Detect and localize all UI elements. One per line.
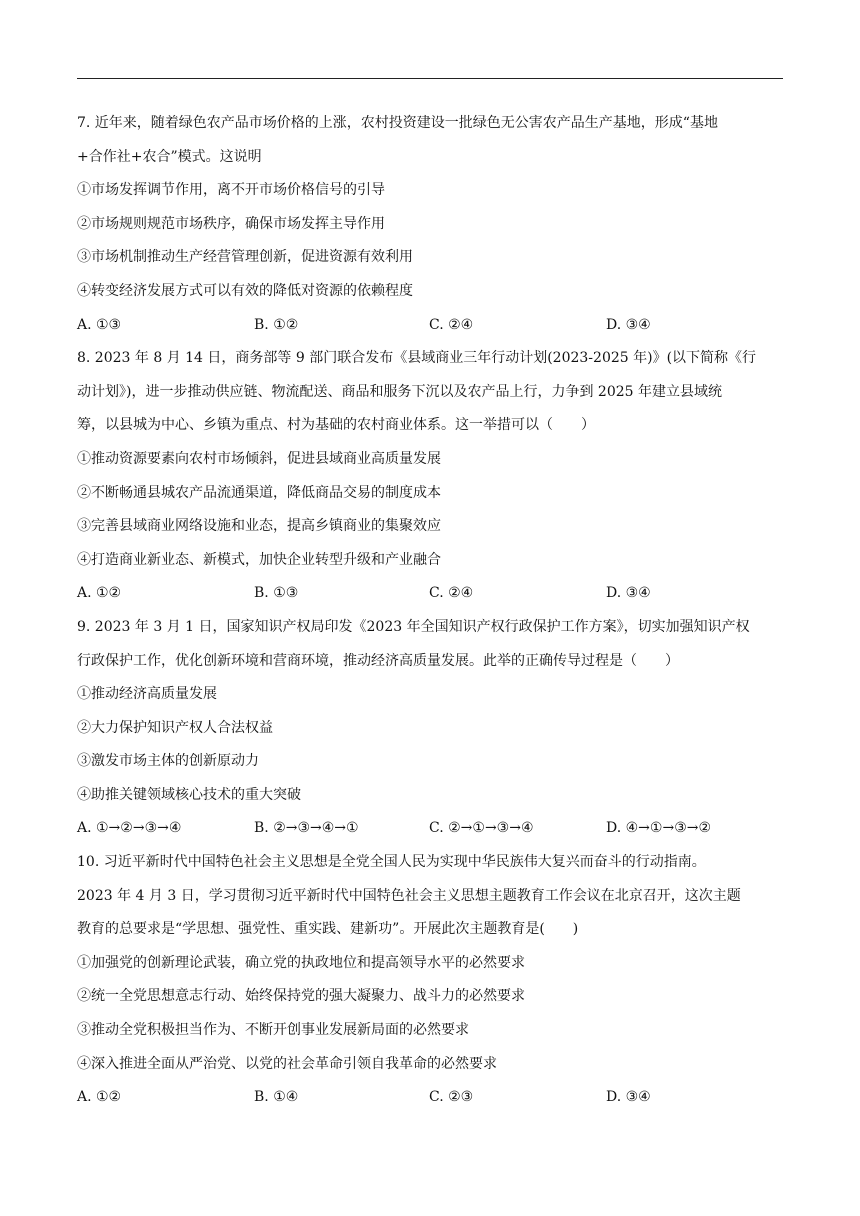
statement-4: ④深入推进全面从严治党、以党的社会革命引领自我革命的必然要求	[77, 1055, 497, 1072]
question-list	[77, 107, 787, 1115]
question-stem-line: 9. 2023 年 3 月 1 日，国家知识产权局印发《2023 年全国知识产权行政保护工作方案》，切实加强知识产权	[77, 618, 750, 635]
statement-2: ②大力保护知识产权人合法权益	[77, 719, 273, 736]
statement-3: ③推动全党积极担当作为、不断开创事业发展新局面的必然要求	[77, 1022, 469, 1039]
header-rule	[77, 78, 783, 79]
option-a: A. ①②	[77, 585, 122, 602]
statement-3: ③市场机制推动生产经营管理创新，促进资源有效利用	[77, 249, 413, 266]
option-c: C. ②③	[429, 1089, 474, 1106]
question-8	[77, 342, 787, 611]
option-a: A. ①③	[77, 316, 122, 333]
answer-options	[77, 577, 787, 611]
question-9	[77, 611, 787, 846]
statement-2: ②市场规则规范市场秩序，确保市场发挥主导作用	[77, 215, 385, 232]
statement-1: ①推动经济高质量发展	[77, 686, 217, 703]
option-c: C. ②→①→③→④	[429, 820, 534, 837]
question-stem-line: 筹，以县城为中心、乡镇为重点、村为基础的农村商业体系。这一举措可以（ ）	[77, 417, 595, 434]
option-a: A. ①②	[77, 1089, 122, 1106]
answer-options	[77, 1081, 787, 1115]
option-b: B. ①④	[254, 1089, 299, 1106]
option-c: C. ②④	[429, 585, 474, 602]
statement-2: ②不断畅通县城农产品流通渠道，降低商品交易的制度成本	[77, 484, 441, 501]
question-stem-line: 动计划》)，进一步推动供应链、物流配送、商品和服务下沉以及农产品上行，力争到 2025 年建立县域统	[77, 383, 722, 400]
question-stem-line: 教育的总要求是“学思想、强党性、重实践、建新功”。开展此次主题教育是( )	[77, 921, 579, 938]
statement-1: ①市场发挥调节作用，离不开市场价格信号的引导	[77, 182, 385, 199]
option-a: A. ①→②→③→④	[77, 820, 182, 837]
question-stem-line: 7. 近年来，随着绿色农产品市场价格的上涨，农村投资建设一批绿色无公害农产品生产基地，形成“基地	[77, 115, 718, 131]
question-stem-line: 10. 习近平新时代中国特色社会主义思想是全党全国人民为实现中华民族伟大复兴而奋斗的行动指南。	[77, 854, 706, 871]
question-stem-line: +合作社+农合”模式。这说明	[77, 148, 262, 165]
option-d: D. ④→①→③→②	[606, 820, 712, 837]
option-b: B. ①②	[254, 316, 299, 333]
answer-options	[77, 309, 787, 343]
statement-4: ④打造商业新业态、新模式，加快企业转型升级和产业融合	[77, 551, 441, 568]
question-10	[77, 846, 787, 1115]
statement-1: ①推动资源要素向农村市场倾斜，促进县域商业高质量发展	[77, 450, 441, 467]
statement-3: ③激发市场主体的创新原动力	[77, 753, 259, 770]
statement-2: ②统一全党思想意志行动、始终保持党的强大凝聚力、战斗力的必然要求	[77, 988, 525, 1005]
option-c: C. ②④	[429, 316, 474, 333]
option-d: D. ③④	[606, 1089, 651, 1106]
statement-4: ④助推关键领域核心技术的重大突破	[77, 786, 301, 803]
statement-3: ③完善县域商业网络设施和业态，提高乡镇商业的集聚效应	[77, 518, 441, 535]
option-b: B. ①③	[254, 585, 299, 602]
option-b: B. ②→③→④→①	[254, 820, 359, 837]
question-stem-line: 8. 2023 年 8 月 14 日，商务部等 9 部门联合发布《县域商业三年行动计划(2023-2025 年)》(以下简称《行	[77, 350, 757, 367]
option-d: D. ③④	[606, 316, 651, 333]
statement-1: ①加强党的创新理论武装，确立党的执政地位和提高领导水平的必然要求	[77, 954, 525, 971]
question-stem-line: 行政保护工作，优化创新环境和营商环境，推动经济高质量发展。此举的正确传导过程是（ ）	[77, 652, 679, 669]
answer-options	[77, 812, 787, 846]
statement-4: ④转变经济发展方式可以有效的降低对资源的依赖程度	[77, 282, 413, 299]
question-stem-line: 2023 年 4 月 3 日，学习贯彻习近平新时代中国特色社会主义思想主题教育工作会议在北京召开，这次主题	[77, 887, 741, 904]
question-7	[77, 107, 787, 342]
option-d: D. ③④	[606, 585, 651, 602]
